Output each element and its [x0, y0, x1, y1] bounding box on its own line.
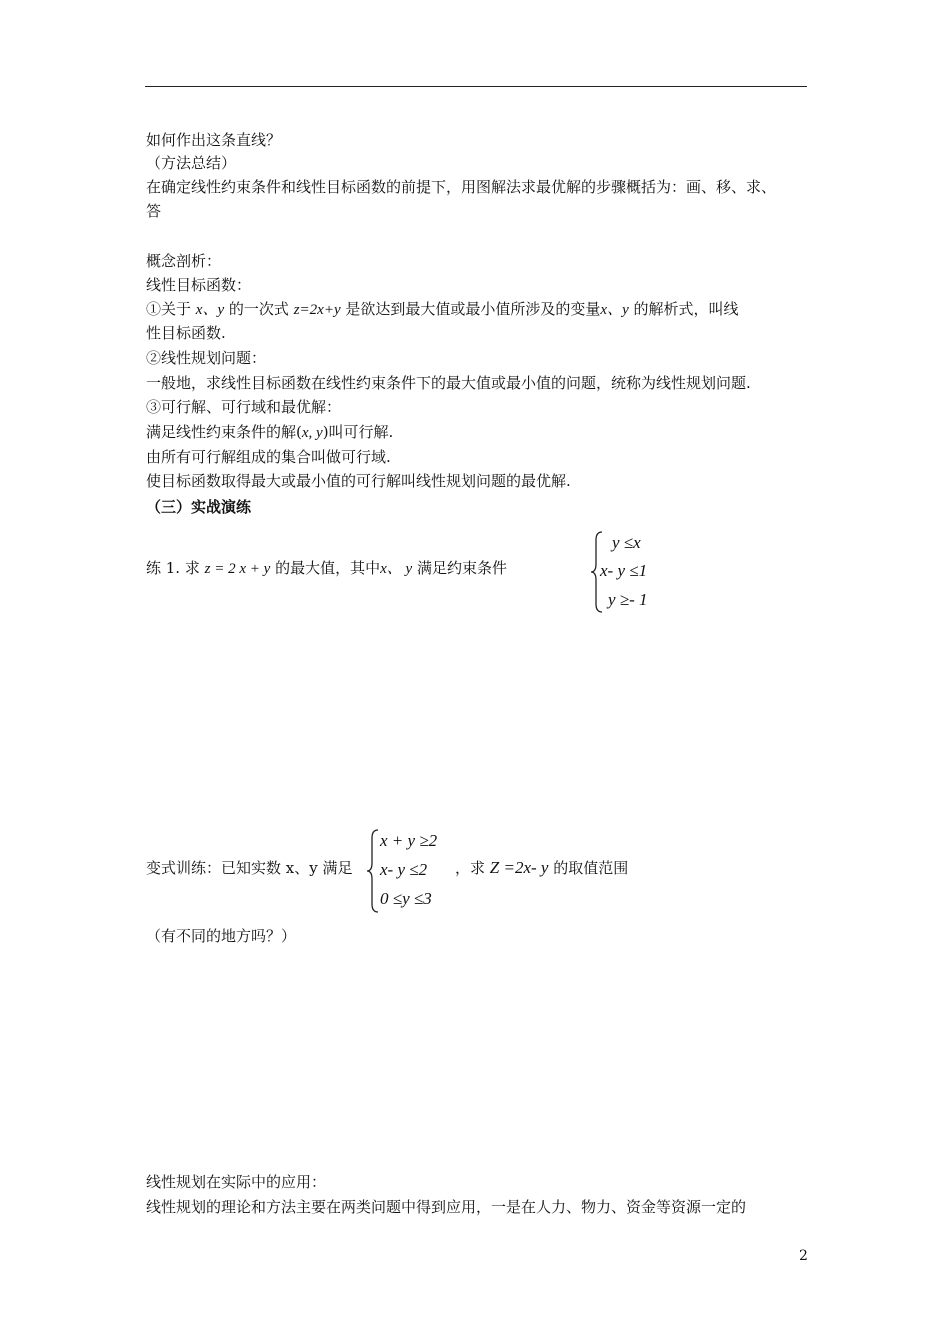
- text-line: （有不同的地方吗？）: [146, 927, 297, 945]
- text-line: 在确定线性约束条件和线性目标函数的前提下，用图解法求最优解的步骤概括为：画、移、求、: [146, 178, 777, 196]
- text-line: （方法总结）: [146, 154, 237, 172]
- constraint-2: x- y ≤1: [600, 561, 648, 580]
- text-line: 线性目标函数：: [146, 276, 252, 294]
- text: ，求: [455, 859, 486, 877]
- text-line: 性目标函数.: [146, 324, 226, 342]
- page-number: 2: [799, 1248, 808, 1264]
- variant-exercise-tail: [455, 857, 628, 879]
- constraint-1: y ≤x: [612, 533, 641, 552]
- text-line: 线性规划在实际中的应用：: [146, 1173, 327, 1191]
- math-expression: z=2x+y: [293, 302, 341, 318]
- text-line: 使目标函数取得最大或最小值的可行解叫线性规划问题的最优解.: [146, 472, 571, 490]
- math-vars: x、y: [195, 302, 225, 318]
- text-line: ②线性规划问题：: [146, 349, 267, 367]
- text: ①关于: [146, 300, 192, 318]
- text: 的解析式，叫线: [633, 300, 739, 318]
- text: 是欲达到最大值或最小值所涉及的变量: [345, 300, 601, 318]
- text-line: ③可行解、可行域和最优解：: [146, 398, 342, 416]
- exercise-1-line: [146, 557, 507, 580]
- constraint-3: 0 ≤y ≤3: [380, 889, 432, 908]
- text: 练 1. 求: [146, 559, 200, 577]
- constraint-3: y ≥- 1: [608, 590, 648, 609]
- constraint-1: x + y ≥2: [380, 831, 438, 850]
- math-vars: x、y: [600, 302, 629, 318]
- text-line: 概念剖析：: [146, 252, 222, 270]
- text: 满足约束条件: [416, 559, 507, 577]
- text-line: 由所有可行解组成的集合叫做可行域.: [146, 448, 391, 466]
- math-expression: Z =2x- y: [489, 858, 549, 877]
- text-line: 线性规划的理论和方法主要在两类问题中得到应用，一是在人力、物力、资金等资源一定的: [146, 1198, 747, 1216]
- constraint-2: x- y ≤2: [380, 860, 428, 879]
- left-brace-icon: [366, 828, 380, 914]
- math-vars: x, y: [301, 425, 323, 441]
- math-expression: z = 2 x + y: [204, 561, 271, 577]
- math-vars: x、 y: [380, 561, 413, 577]
- section-heading: （三）实战演练: [146, 498, 252, 516]
- text: 的取值范围: [553, 859, 629, 877]
- text: 的一次式: [228, 300, 289, 318]
- concept-1-line: [146, 298, 739, 321]
- feasible-solution-line: [146, 421, 393, 444]
- header-rule: [145, 86, 807, 87]
- text: )叫可行解.: [322, 423, 394, 441]
- text-line: 答: [146, 202, 162, 220]
- text-line: 一般地，求线性目标函数在线性约束条件下的最大值或最小值的问题，统称为线性规划问题.: [146, 374, 751, 392]
- text-line: 如何作出这条直线？: [146, 131, 282, 149]
- text: 满足线性约束条件的解(: [146, 423, 302, 441]
- text: 的最大值，其中: [275, 559, 381, 577]
- variant-exercise-intro: 变式训练：已知实数 x、y 满足: [146, 859, 353, 877]
